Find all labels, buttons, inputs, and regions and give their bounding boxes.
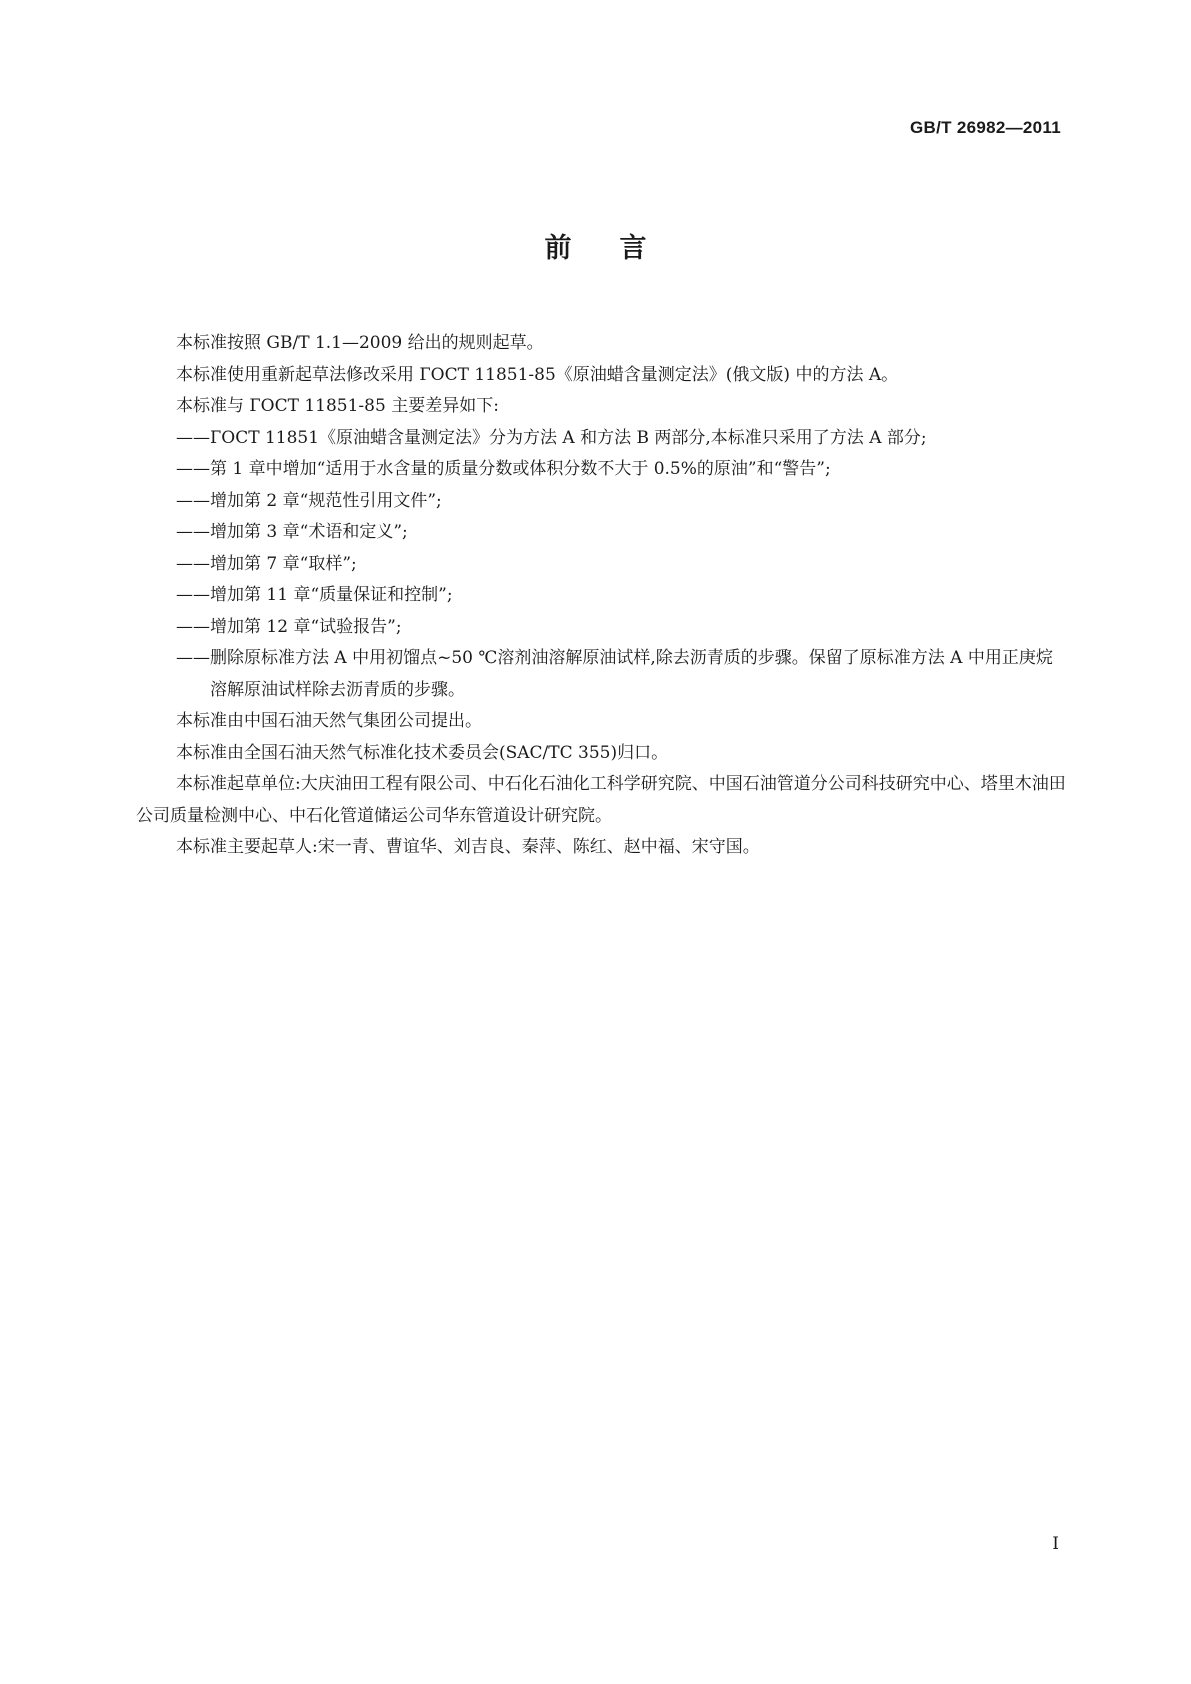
paragraph: 本标准使用重新起草法修改采用 ГОСТ 11851-85《原油蜡含量测定法》(俄文版) 中的方法 A。	[176, 364, 899, 385]
standard-code: GB/T 26982—2011	[910, 118, 1061, 137]
difference-item: ——增加第 3 章“术语和定义”;	[176, 522, 408, 542]
paragraph: 本标准主要起草人:宋一青、曹谊华、刘吉良、秦萍、陈红、赵中福、宋守国。	[176, 837, 760, 857]
paragraph: 本标准按照 GB/T 1.1—2009 给出的规则起草。	[176, 333, 544, 353]
difference-item: ——删除原标准方法 A 中用初馏点~50 ℃溶剂油溶解原油试样,除去沥青质的步骤。保留了原标准方法 A 中用正庚烷溶解原油试样除去沥青质的步骤。	[176, 648, 1053, 700]
difference-item: ——增加第 2 章“规范性引用文件”;	[176, 490, 442, 511]
paragraph: 本标准起草单位:大庆油田工程有限公司、中石化石油化工科学研究院、中国石油管道分公司科技研究中心、塔里木油田公司质量检测中心、中石化管道储运公司华东管道设计研究院。	[136, 774, 1066, 826]
paragraph: 本标准由中国石油天然气集团公司提出。	[176, 711, 482, 731]
paragraph: 本标准与 ГОСТ 11851-85 主要差异如下:	[176, 396, 499, 416]
difference-item: ——增加第 12 章“试验报告”;	[176, 616, 402, 637]
difference-item: ——ГОСТ 11851《原油蜡含量测定法》分为方法 A 和方法 B 两部分,本标准只采用了方法 A 部分;	[176, 427, 927, 448]
difference-item: ——第 1 章中增加“适用于水含量的质量分数或体积分数不大于 0.5%的原油”和“警告”;	[176, 459, 831, 479]
difference-item: ——增加第 7 章“取样”;	[176, 553, 357, 574]
paragraph: 本标准由全国石油天然气标准化技术委员会(SAC/TC 355)归口。	[176, 742, 669, 763]
difference-item: ——增加第 11 章“质量保证和控制”;	[176, 585, 453, 605]
page-title: 前言	[544, 233, 695, 264]
foreword-body	[136, 328, 1066, 864]
page-number: I	[1052, 1534, 1059, 1554]
